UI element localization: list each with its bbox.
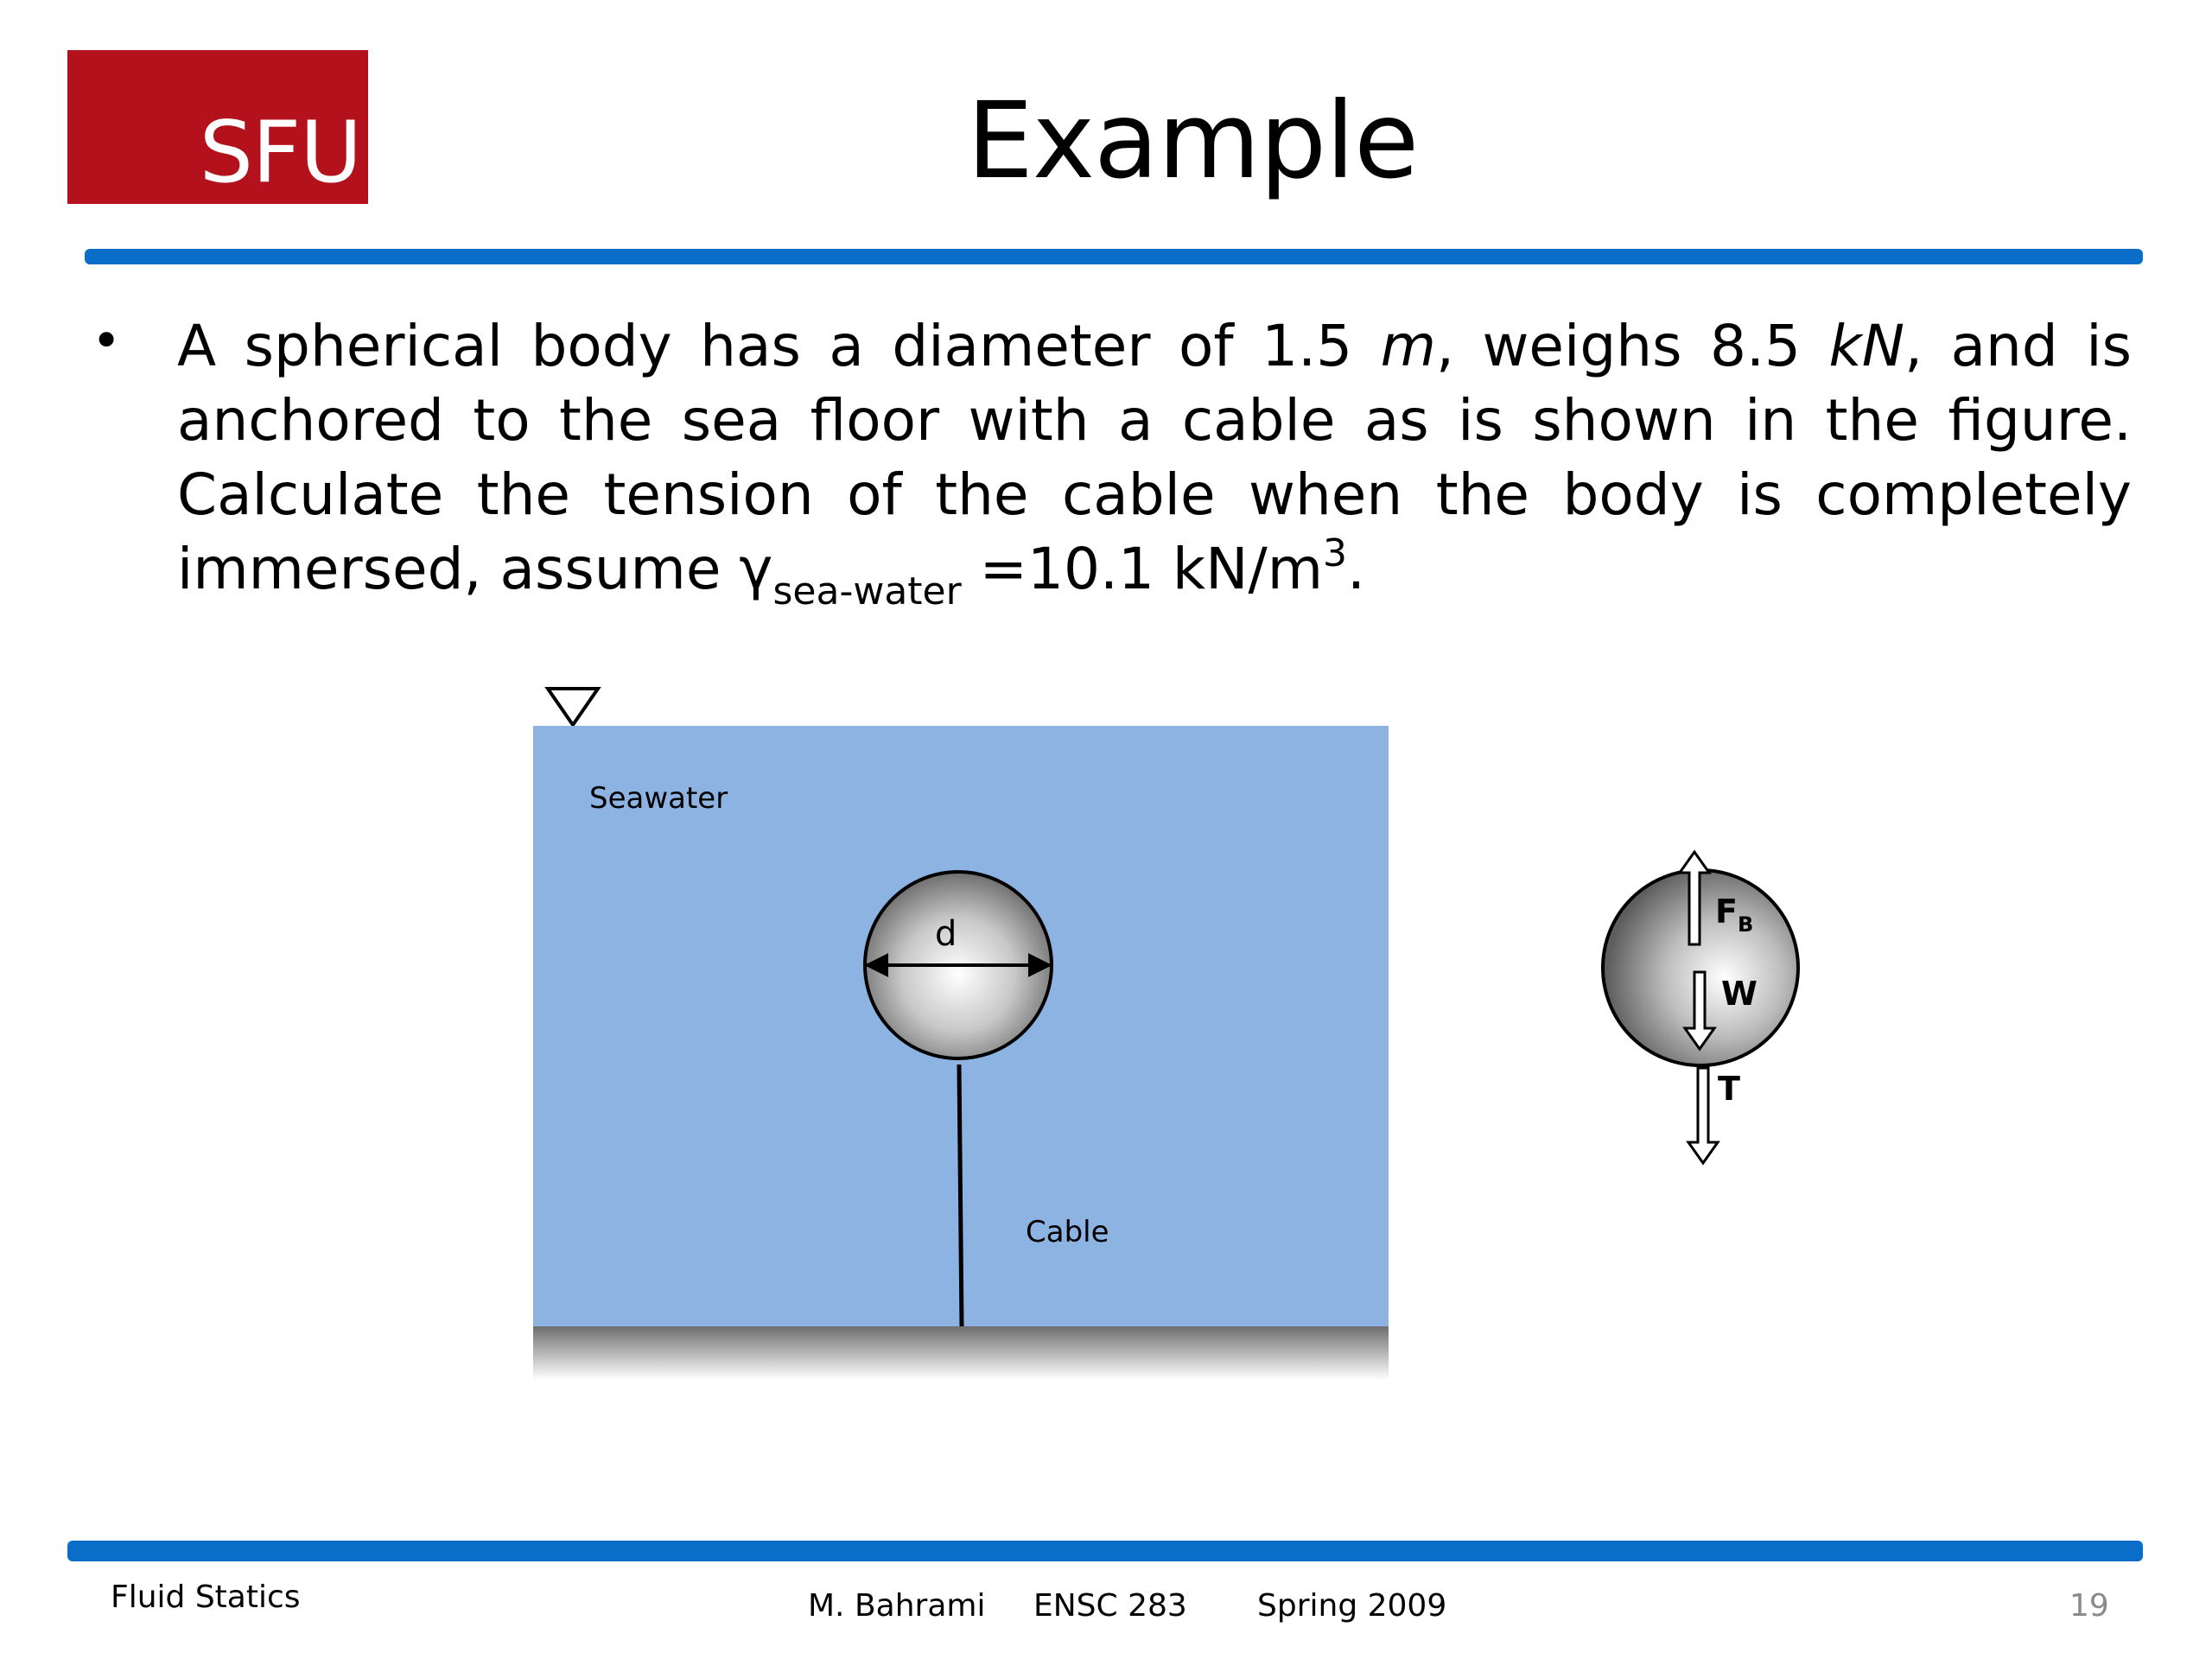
slide-title: Example — [966, 79, 1419, 202]
bullet-dot: • — [92, 311, 122, 370]
footer-author: M. Bahrami — [808, 1588, 986, 1624]
footer-course: ENSC 283 — [1033, 1588, 1187, 1624]
cable-label: Cable — [1026, 1215, 1109, 1249]
footer-divider — [67, 1541, 2143, 1561]
problem-line-1: A spherical body has a diameter of 1.5 m, weighs 8.5 kN, and is — [177, 313, 2132, 379]
seawater-label: Seawater — [589, 781, 728, 816]
tension-label: T — [1718, 1070, 1740, 1108]
diameter-label: d — [935, 914, 957, 954]
tension-arrow — [1688, 1068, 1718, 1163]
sea-floor — [533, 1326, 1389, 1380]
problem-line-4: immersed, assume $\gamma_{sea-water} =10.1$ $kN/m^3$. — [177, 531, 1366, 613]
water-surface-symbol — [548, 689, 598, 725]
logo-text: SFU — [199, 104, 361, 202]
problem-line-2: anchored to the sea floor with a cable as is shown in the figure. — [177, 387, 2132, 454]
footer-term: Spring 2009 — [1257, 1588, 1447, 1624]
footer-topic: Fluid Statics — [111, 1580, 301, 1615]
problem-line-3: Calculate the tension of the cable when the body is completely — [177, 461, 2132, 528]
page-number: 19 — [2069, 1588, 2109, 1624]
weight-label: W — [1721, 975, 1758, 1013]
cable-line — [959, 1065, 962, 1326]
buoyancy-label: $F_B$ — [1715, 893, 1754, 937]
